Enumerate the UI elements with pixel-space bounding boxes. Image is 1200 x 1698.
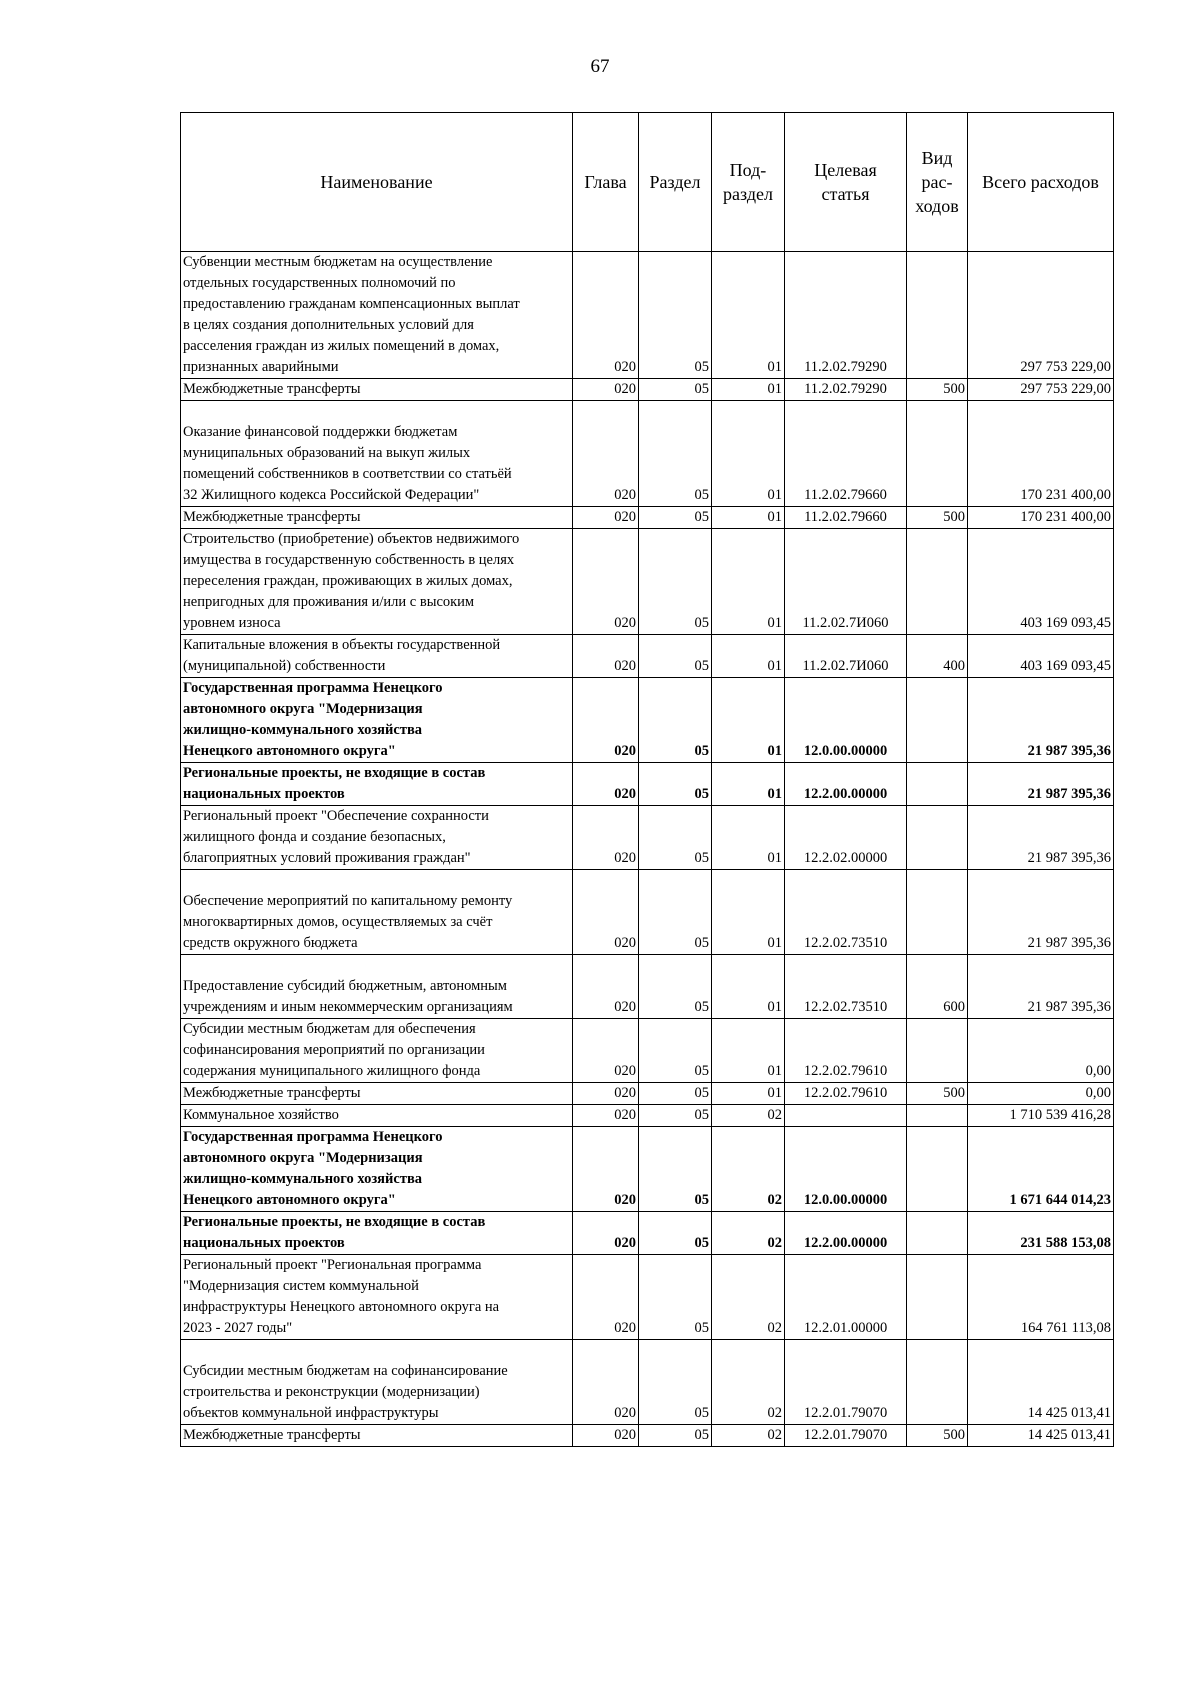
row-podrazdel-cell: 01 — [712, 529, 785, 635]
row-podrazdel-cell: 01 — [712, 763, 785, 806]
row-total-cell: 170 231 400,00 — [968, 401, 1114, 507]
row-name-cell: Обеспечение мероприятий по капитальному ремонту многоквартирных домов, осуществляемых за счёт средств окружного бюджета — [181, 870, 573, 955]
row-name-cell: Государственная программа Ненецкого автономного округа "Модернизация жилищно-коммунального хозяйства Ненецкого автономного округа" — [181, 678, 573, 763]
table-row — [181, 401, 1114, 507]
table-row — [181, 635, 1114, 678]
row-vid-cell — [907, 529, 968, 635]
row-glava-cell: 020 — [573, 1425, 639, 1447]
row-glava-cell: 020 — [573, 507, 639, 529]
header-glava: Глава — [573, 113, 639, 252]
row-name-cell: Региональный проект "Региональная программа "Модернизация систем коммунальной инфраструктуры Ненецкого автономного округа на 2023 - 2027 годы" — [181, 1255, 573, 1340]
table-header-row — [181, 113, 1114, 252]
row-total-cell: 21 987 395,36 — [968, 763, 1114, 806]
row-total-cell: 14 425 013,41 — [968, 1425, 1114, 1447]
row-vid-cell: 500 — [907, 1425, 968, 1447]
row-name-cell: Государственная программа Ненецкого автономного округа "Модернизация жилищно-коммунального хозяйства Ненецкого автономного округа" — [181, 1127, 573, 1212]
row-vid-cell — [907, 678, 968, 763]
row-celevaya-cell: 12.2.00.00000 — [785, 1212, 907, 1255]
row-celevaya-cell: 12.2.02.73510 — [785, 955, 907, 1019]
table-row — [181, 1212, 1114, 1255]
row-vid-cell: 500 — [907, 1083, 968, 1105]
row-total-cell: 170 231 400,00 — [968, 507, 1114, 529]
row-podrazdel-cell: 01 — [712, 1019, 785, 1083]
row-total-cell: 297 753 229,00 — [968, 252, 1114, 379]
row-glava-cell: 020 — [573, 763, 639, 806]
row-total-cell: 403 169 093,45 — [968, 635, 1114, 678]
row-glava-cell: 020 — [573, 806, 639, 870]
row-vid-cell: 600 — [907, 955, 968, 1019]
row-razdel-cell: 05 — [639, 870, 712, 955]
row-celevaya-cell: 11.2.02.79290 — [785, 379, 907, 401]
row-podrazdel-cell: 01 — [712, 635, 785, 678]
row-vid-cell — [907, 1212, 968, 1255]
row-name-cell: Строительство (приобретение) объектов недвижимого имущества в государственную собственность в целях переселения граждан, проживающих в жилых домах, непригодных для проживания и/или с высоким уровнем износа — [181, 529, 573, 635]
row-total-cell: 164 761 113,08 — [968, 1255, 1114, 1340]
row-vid-cell — [907, 1019, 968, 1083]
row-celevaya-cell: 11.2.02.79290 — [785, 252, 907, 379]
row-razdel-cell: 05 — [639, 252, 712, 379]
row-razdel-cell: 05 — [639, 1019, 712, 1083]
row-podrazdel-cell: 01 — [712, 252, 785, 379]
row-razdel-cell: 05 — [639, 806, 712, 870]
row-glava-cell: 020 — [573, 678, 639, 763]
table-row — [181, 529, 1114, 635]
row-name-cell: Межбюджетные трансферты — [181, 379, 573, 401]
table-row — [181, 1340, 1114, 1425]
row-vid-cell — [907, 1255, 968, 1340]
row-glava-cell: 020 — [573, 379, 639, 401]
row-name-cell: Предоставление субсидий бюджетным, автономным учреждениям и иным некоммерческим организациям — [181, 955, 573, 1019]
table-row — [181, 1105, 1114, 1127]
row-glava-cell: 020 — [573, 1083, 639, 1105]
table-row — [181, 1255, 1114, 1340]
row-razdel-cell: 05 — [639, 379, 712, 401]
row-celevaya-cell: 12.2.01.00000 — [785, 1255, 907, 1340]
row-celevaya-cell: 12.2.02.73510 — [785, 870, 907, 955]
row-podrazdel-cell: 01 — [712, 1083, 785, 1105]
row-podrazdel-cell: 01 — [712, 870, 785, 955]
row-celevaya-cell: 11.2.02.79660 — [785, 401, 907, 507]
row-celevaya-cell: 12.2.02.79610 — [785, 1019, 907, 1083]
row-celevaya-cell: 11.2.02.7И060 — [785, 529, 907, 635]
header-podrazdel: Под- раздел — [712, 113, 785, 252]
row-name-cell: Региональный проект "Обеспечение сохранности жилищного фонда и создание безопасных, благоприятных условий проживания граждан" — [181, 806, 573, 870]
row-total-cell: 1 710 539 416,28 — [968, 1105, 1114, 1127]
row-vid-cell — [907, 401, 968, 507]
table-row — [181, 678, 1114, 763]
row-total-cell: 1 671 644 014,23 — [968, 1127, 1114, 1212]
row-razdel-cell: 05 — [639, 507, 712, 529]
header-razdel: Раздел — [639, 113, 712, 252]
row-glava-cell: 020 — [573, 870, 639, 955]
table-body — [181, 252, 1114, 1447]
row-razdel-cell: 05 — [639, 1212, 712, 1255]
row-celevaya-cell — [785, 1105, 907, 1127]
table-row — [181, 507, 1114, 529]
row-razdel-cell: 05 — [639, 529, 712, 635]
row-total-cell: 403 169 093,45 — [968, 529, 1114, 635]
row-celevaya-cell: 11.2.02.7И060 — [785, 635, 907, 678]
row-glava-cell: 020 — [573, 1105, 639, 1127]
row-razdel-cell: 05 — [639, 955, 712, 1019]
row-razdel-cell: 05 — [639, 1425, 712, 1447]
row-name-cell: Межбюджетные трансферты — [181, 507, 573, 529]
row-podrazdel-cell: 02 — [712, 1212, 785, 1255]
table-row — [181, 955, 1114, 1019]
row-name-cell: Оказание финансовой поддержки бюджетам муниципальных образований на выкуп жилых помещений собственников в соответствии со статьёй 32 Жилищного кодекса Российской Федерации" — [181, 401, 573, 507]
row-glava-cell: 020 — [573, 635, 639, 678]
row-name-cell: Субвенции местным бюджетам на осуществление отдельных государственных полномочий по предоставлению гражданам компенсационных выплат в целях создания дополнительных условий для расселения граждан из жилых помещений в домах, признанных аварийными — [181, 252, 573, 379]
row-podrazdel-cell: 01 — [712, 379, 785, 401]
row-razdel-cell: 05 — [639, 1255, 712, 1340]
row-vid-cell: 500 — [907, 507, 968, 529]
header-vid-rashodov: Вид рас- ходов — [907, 113, 968, 252]
row-celevaya-cell: 12.0.00.00000 — [785, 1127, 907, 1212]
row-glava-cell: 020 — [573, 1019, 639, 1083]
table-row — [181, 763, 1114, 806]
header-total: Всего расходов — [968, 113, 1114, 252]
row-podrazdel-cell: 01 — [712, 806, 785, 870]
row-total-cell: 21 987 395,36 — [968, 678, 1114, 763]
row-name-cell: Капитальные вложения в объекты государственной (муниципальной) собственности — [181, 635, 573, 678]
table-row — [181, 1083, 1114, 1105]
row-name-cell: Региональные проекты, не входящие в состав национальных проектов — [181, 1212, 573, 1255]
row-total-cell: 297 753 229,00 — [968, 379, 1114, 401]
row-celevaya-cell: 12.2.01.79070 — [785, 1425, 907, 1447]
row-vid-cell — [907, 252, 968, 379]
row-razdel-cell: 05 — [639, 763, 712, 806]
header-celevaya-statya: Целевая статья — [785, 113, 907, 252]
row-podrazdel-cell: 01 — [712, 507, 785, 529]
row-name-cell: Коммунальное хозяйство — [181, 1105, 573, 1127]
row-glava-cell: 020 — [573, 1127, 639, 1212]
header-name: Наименование — [181, 113, 573, 252]
row-total-cell: 21 987 395,36 — [968, 870, 1114, 955]
row-vid-cell: 400 — [907, 635, 968, 678]
row-vid-cell: 500 — [907, 379, 968, 401]
row-razdel-cell: 05 — [639, 1105, 712, 1127]
table-row — [181, 252, 1114, 379]
row-razdel-cell: 05 — [639, 678, 712, 763]
row-razdel-cell: 05 — [639, 1340, 712, 1425]
table-row — [181, 806, 1114, 870]
table-row — [181, 379, 1114, 401]
row-celevaya-cell: 11.2.02.79660 — [785, 507, 907, 529]
row-podrazdel-cell: 02 — [712, 1127, 785, 1212]
row-podrazdel-cell: 02 — [712, 1425, 785, 1447]
row-celevaya-cell: 12.2.00.00000 — [785, 763, 907, 806]
row-podrazdel-cell: 01 — [712, 401, 785, 507]
row-celevaya-cell: 12.2.01.79070 — [785, 1340, 907, 1425]
row-vid-cell — [907, 870, 968, 955]
row-glava-cell: 020 — [573, 1212, 639, 1255]
row-name-cell: Межбюджетные трансферты — [181, 1425, 573, 1447]
row-vid-cell — [907, 1127, 968, 1212]
row-podrazdel-cell: 01 — [712, 955, 785, 1019]
row-podrazdel-cell: 02 — [712, 1340, 785, 1425]
row-podrazdel-cell: 02 — [712, 1105, 785, 1127]
row-name-cell: Субсидии местным бюджетам для обеспечения софинансирования мероприятий по организации содержания муниципального жилищного фонда — [181, 1019, 573, 1083]
row-razdel-cell: 05 — [639, 1083, 712, 1105]
row-razdel-cell: 05 — [639, 635, 712, 678]
table-row — [181, 870, 1114, 955]
row-name-cell: Субсидии местным бюджетам на софинансирование строительства и реконструкции (модернизации) объектов коммунальной инфраструктуры — [181, 1340, 573, 1425]
row-glava-cell: 020 — [573, 529, 639, 635]
row-glava-cell: 020 — [573, 955, 639, 1019]
row-glava-cell: 020 — [573, 1255, 639, 1340]
row-glava-cell: 020 — [573, 1340, 639, 1425]
table-row — [181, 1019, 1114, 1083]
row-podrazdel-cell: 01 — [712, 678, 785, 763]
row-total-cell: 21 987 395,36 — [968, 955, 1114, 1019]
row-name-cell: Межбюджетные трансферты — [181, 1083, 573, 1105]
row-vid-cell — [907, 1105, 968, 1127]
row-vid-cell — [907, 806, 968, 870]
row-vid-cell — [907, 1340, 968, 1425]
page-number: 67 — [590, 56, 610, 77]
row-razdel-cell: 05 — [639, 1127, 712, 1212]
row-celevaya-cell: 12.0.00.00000 — [785, 678, 907, 763]
budget-table — [180, 112, 1114, 1447]
row-glava-cell: 020 — [573, 401, 639, 507]
row-name-cell: Региональные проекты, не входящие в состав национальных проектов — [181, 763, 573, 806]
row-celevaya-cell: 12.2.02.00000 — [785, 806, 907, 870]
row-vid-cell — [907, 763, 968, 806]
row-total-cell: 21 987 395,36 — [968, 806, 1114, 870]
row-razdel-cell: 05 — [639, 401, 712, 507]
table-row — [181, 1127, 1114, 1212]
row-total-cell: 231 588 153,08 — [968, 1212, 1114, 1255]
row-total-cell: 0,00 — [968, 1019, 1114, 1083]
row-podrazdel-cell: 02 — [712, 1255, 785, 1340]
row-glava-cell: 020 — [573, 252, 639, 379]
row-total-cell: 14 425 013,41 — [968, 1340, 1114, 1425]
row-total-cell: 0,00 — [968, 1083, 1114, 1105]
row-celevaya-cell: 12.2.02.79610 — [785, 1083, 907, 1105]
table-row — [181, 1425, 1114, 1447]
